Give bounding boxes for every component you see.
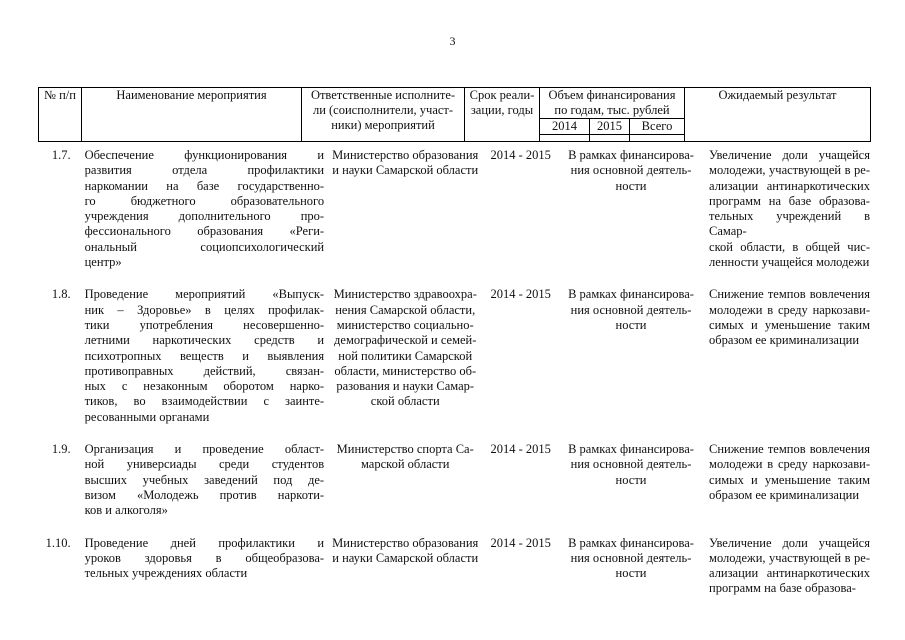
header-responsible: Ответственные исполните- ли (соисполнители, участ- ники) мероприятий: [302, 88, 465, 142]
cell-financing: В рамках финансирова- ния основной деятель- ности: [568, 535, 694, 581]
table-header: [38, 87, 871, 142]
cell-num: 1.9.: [51, 442, 71, 457]
cell-result: Увеличение доли учащейся молодежи, участвующей в ре- ализации антинаркотических программ на базе образова-: [709, 535, 870, 596]
cell-financing: В рамках финансирова- ния основной деятель- ности: [568, 287, 694, 332]
cell-name: Организация и проведение област- ной универсиады среди студентов высших учебных заведений под де- визом «Молодежь против наркоти- ков и алкоголя»: [84, 442, 325, 518]
header-total: Всего: [630, 119, 685, 135]
header-year-2015: 2015: [590, 119, 630, 135]
header-num: № п/п: [39, 88, 82, 142]
cell-period: 2014 - 2015: [490, 442, 551, 457]
table-row: [38, 536, 870, 597]
cell-financing: В рамках финансирова- ния основной деятель- ности: [568, 148, 694, 193]
cell-period: 2014 - 2015: [490, 287, 551, 302]
cell-result: Увеличение доли учащейся молодежи, участвующей в ре- ализации антинаркотических программ на базе образова- тельных учреждений в Самар- ской области, в общей чис- ленности учащейся молодежи: [709, 148, 870, 270]
table-body: [38, 148, 870, 597]
cell-name: Проведение дней профилактики и уроков здоровья в общеобразова- тельных учреждениях области: [84, 535, 325, 581]
header-period: Срок реали- зации, годы: [465, 88, 540, 142]
cell-result: Снижение темпов вовлечения молодежи в среду наркозави- симых и уменьшение таким образом ее криминализации: [709, 442, 870, 502]
cell-name: Проведение мероприятий «Выпуск- ник – Здоровье» в целях профилак- тики употребления несовершенно- летними наркотических средств и психотропных веществ и выявления противоправных действий, связан- ных с незаконным оборотом нарко- тиков, во взаимодействии с заинте- ресованными органами: [84, 287, 325, 424]
cell-responsible: Министерство здравоохра- нения Самарской области, министерство социально- демографической и семей- ной политики Самарской области, министерство об- разования и науки Самар- ской области: [333, 287, 477, 409]
page-number: 3: [449, 34, 456, 48]
table-row: [38, 442, 870, 518]
cell-responsible: Министерство спорта Са- марской области: [336, 442, 474, 472]
cell-responsible: Министерство образования и науки Самарской области: [332, 148, 479, 178]
cell-result: Снижение темпов вовлечения молодежи в среду наркозави- симых и уменьшение таким образом ее криминализации: [709, 287, 870, 348]
cell-num: 1.7.: [51, 148, 71, 162]
header-year-2014: 2014: [540, 119, 590, 135]
cell-num: 1.10.: [45, 535, 71, 550]
table-row: [38, 287, 870, 425]
header-name: Наименование мероприятия: [82, 88, 302, 142]
cell-financing: В рамках финансирова- ния основной деятель- ности: [568, 442, 694, 487]
cell-num: 1.8.: [51, 287, 71, 302]
header-financing: Объем финансирования по годам, тыс. рублей: [540, 88, 685, 119]
cell-period: 2014 - 2015: [490, 148, 551, 162]
header-result: Ожидаемый результат: [685, 88, 871, 142]
table-row: [38, 148, 870, 270]
cell-period: 2014 - 2015: [490, 535, 551, 550]
cell-name: Обеспечение функционирования и развития отдела профилактики наркомании на базе государственно- го бюджетного образовательного учреждения дополнительного про- фессионального образования «Реги- ональный социопсихологический центр»: [84, 148, 325, 270]
cell-responsible: Министерство образования и науки Самарской области: [332, 535, 479, 565]
